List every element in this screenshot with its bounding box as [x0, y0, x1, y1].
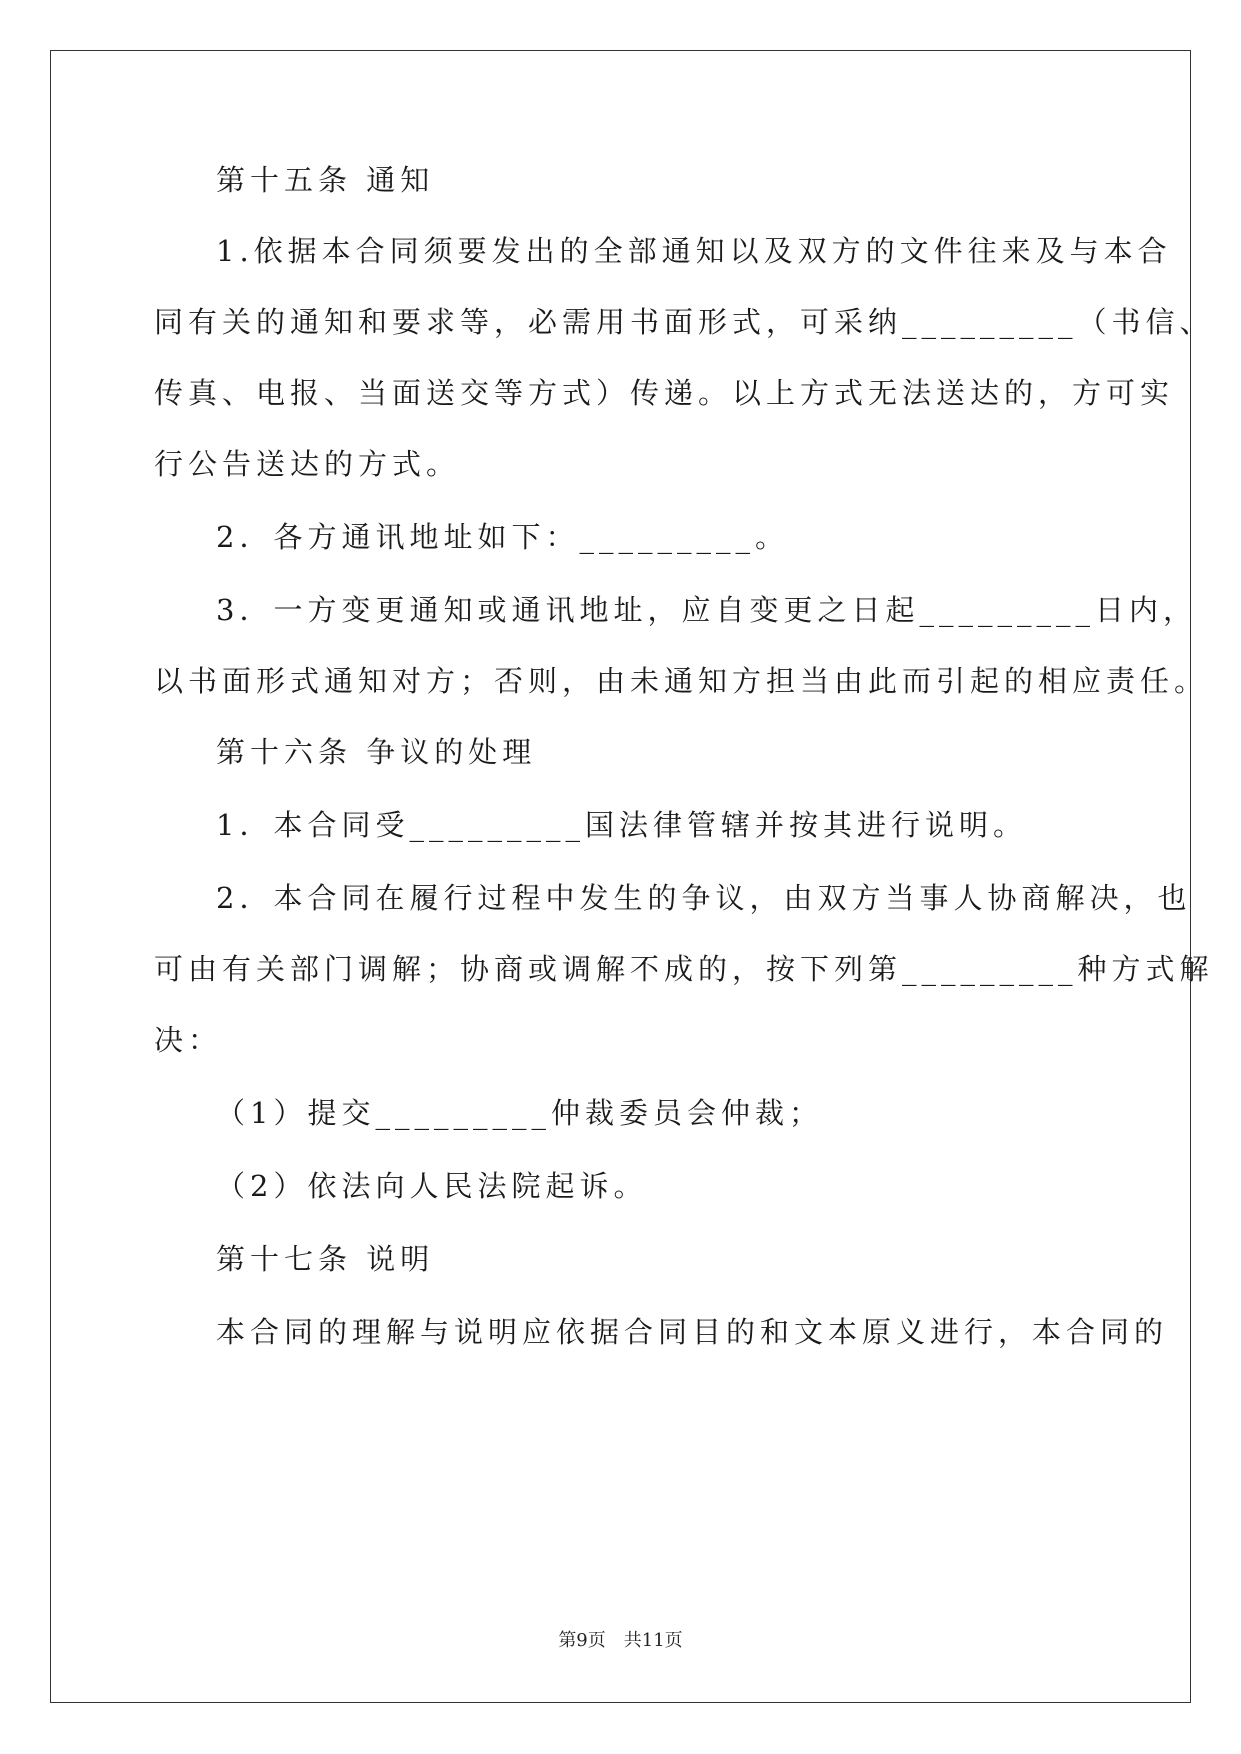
article-16-clause-2-l3: 决： — [154, 1023, 223, 1057]
page-number-footer: 第9页 共11页 — [558, 1630, 683, 1651]
article-15-clause-1-l3: 传真、电报、当面送交等方式）传递。以上方式无法送达的，方可实 — [154, 376, 1175, 410]
article-17-heading: 第十七条 说明 — [216, 1242, 435, 1276]
article-16-clause-2: 2．本合同在履行过程中发生的争议，由双方当事人协商解决，也 — [216, 881, 1192, 915]
article-16-clause-1: 1．本合同受_________国法律管辖并按其进行说明。 — [216, 808, 1027, 842]
article-15-heading: 第十五条 通知 — [216, 163, 435, 197]
article-15-clause-1-l4: 行公告送达的方式。 — [154, 447, 461, 481]
article-15-clause-1-l2: 同有关的通知和要求等，必需用书面形式，可采纳_________（书信、 — [154, 305, 1214, 339]
article-15-clause-1: 1.依据本合同须要发出的全部通知以及双方的文件往来及与本合 — [216, 234, 1172, 268]
article-17-body: 本合同的理解与说明应依据合同目的和文本原义进行，本合同的 — [216, 1315, 1169, 1349]
article-15-clause-3: 3．一方变更通知或通讯地址，应自变更之日起_________日内， — [216, 593, 1197, 627]
article-15-clause-2: 2．各方通讯地址如下：_________。 — [216, 520, 789, 554]
article-15-clause-3-l2: 以书面形式通知对方；否则，由未通知方担当由此而引起的相应责任。 — [154, 664, 1209, 698]
article-16-option-1: （1）提交_________仲裁委员会仲裁； — [216, 1096, 823, 1130]
article-16-option-2: （2）依法向人民法院起诉。 — [216, 1169, 648, 1203]
page-border — [50, 50, 1191, 1703]
article-16-heading: 第十六条 争议的处理 — [216, 735, 537, 769]
article-16-clause-2-l2: 可由有关部门调解；协商或调解不成的，按下列第_________种方式解 — [154, 952, 1214, 986]
